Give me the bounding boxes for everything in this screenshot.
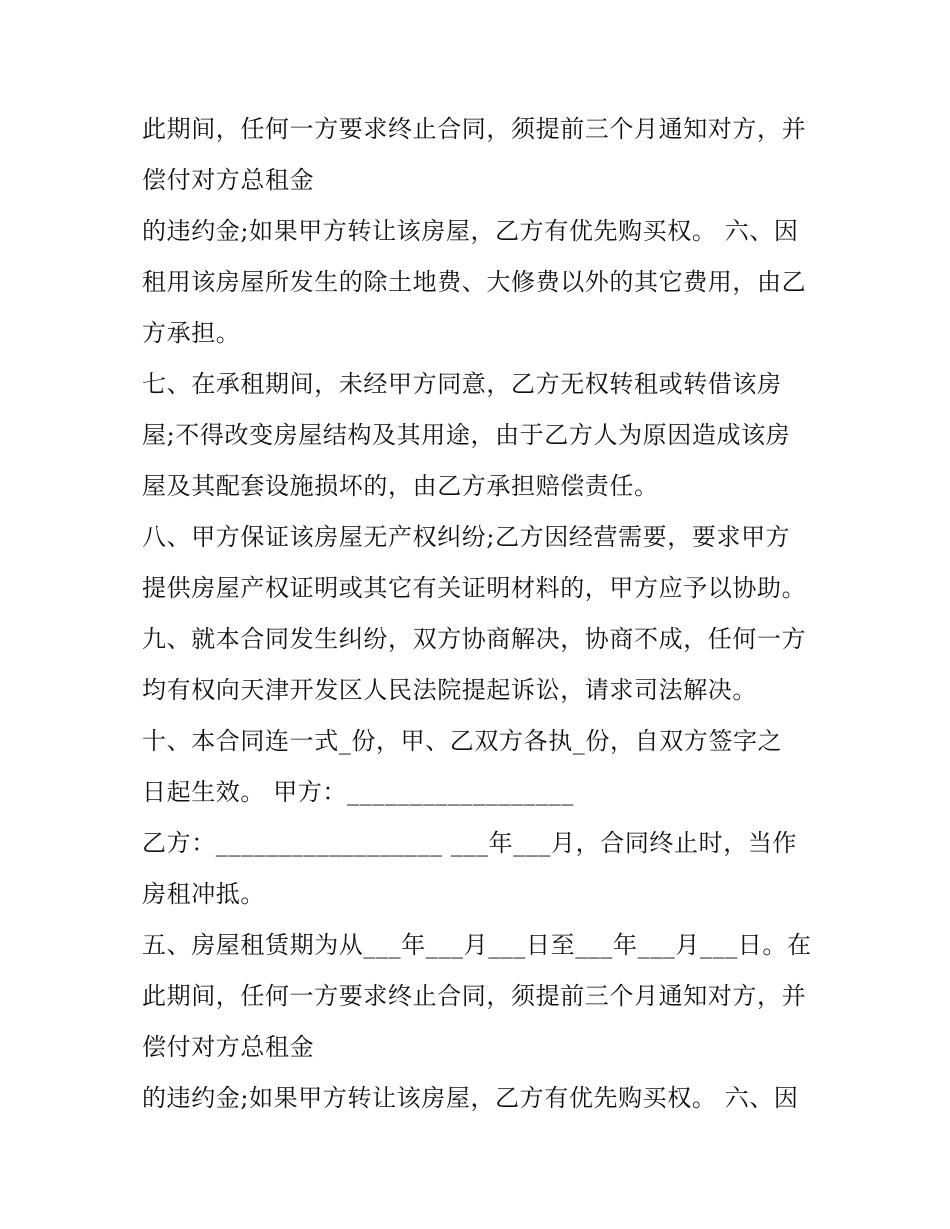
text-line: 均有权向天津开发区人民法院提起诉讼，请求司法解决。 [142,676,757,704]
text-line: 屋及其配套设施损坏的，由乙方承担赔偿责任。 [142,472,659,500]
text-line: 屋;不得改变房屋结构及其用途，由于乙方人为原因造成该房 [142,421,791,449]
text-line: 九、就本合同发生纠纷，双方协商解决，协商不成，任何一方 [142,625,807,653]
text-line: 偿付对方总租金 [142,166,315,194]
text-line: 日起生效。 甲方：__________________ [142,778,574,806]
text-line: 此期间，任何一方要求终止合同，须提前三个月通知对方，并 [142,115,807,143]
text-line: 房租冲抵。 [142,880,265,908]
text-line: 租用该房屋所发生的除土地费、大修费以外的其它费用，由乙 [142,268,807,296]
text-line: 五、房屋租赁期为从___年___月___日至___年___月___日。在 [142,931,812,959]
text-line: 此期间，任何一方要求终止合同，须提前三个月通知对方，并 [142,982,807,1010]
text-line: 乙方：__________________ ___年___月，合同终止时，当作 [142,829,798,857]
text-line: 七、在承租期间，未经甲方同意，乙方无权转租或转借该房 [142,370,782,398]
text-line: 方承担。 [142,319,241,347]
text-line: 十、本合同连一式_份，甲、乙双方各执_份，自双方签字之 [142,727,783,755]
text-line: 的违约金;如果甲方转让该房屋，乙方有优先购买权。 六、因 [142,217,799,245]
text-line: 偿付对方总租金 [142,1033,315,1061]
text-line: 提供房屋产权证明或其它有关证明材料的，甲方应予以协助。 [142,574,807,602]
text-line: 八、甲方保证该房屋无产权纠纷;乙方因经营需要，要求甲方 [142,523,791,551]
text-line: 的违约金;如果甲方转让该房屋，乙方有优先购买权。 六、因 [142,1084,799,1112]
